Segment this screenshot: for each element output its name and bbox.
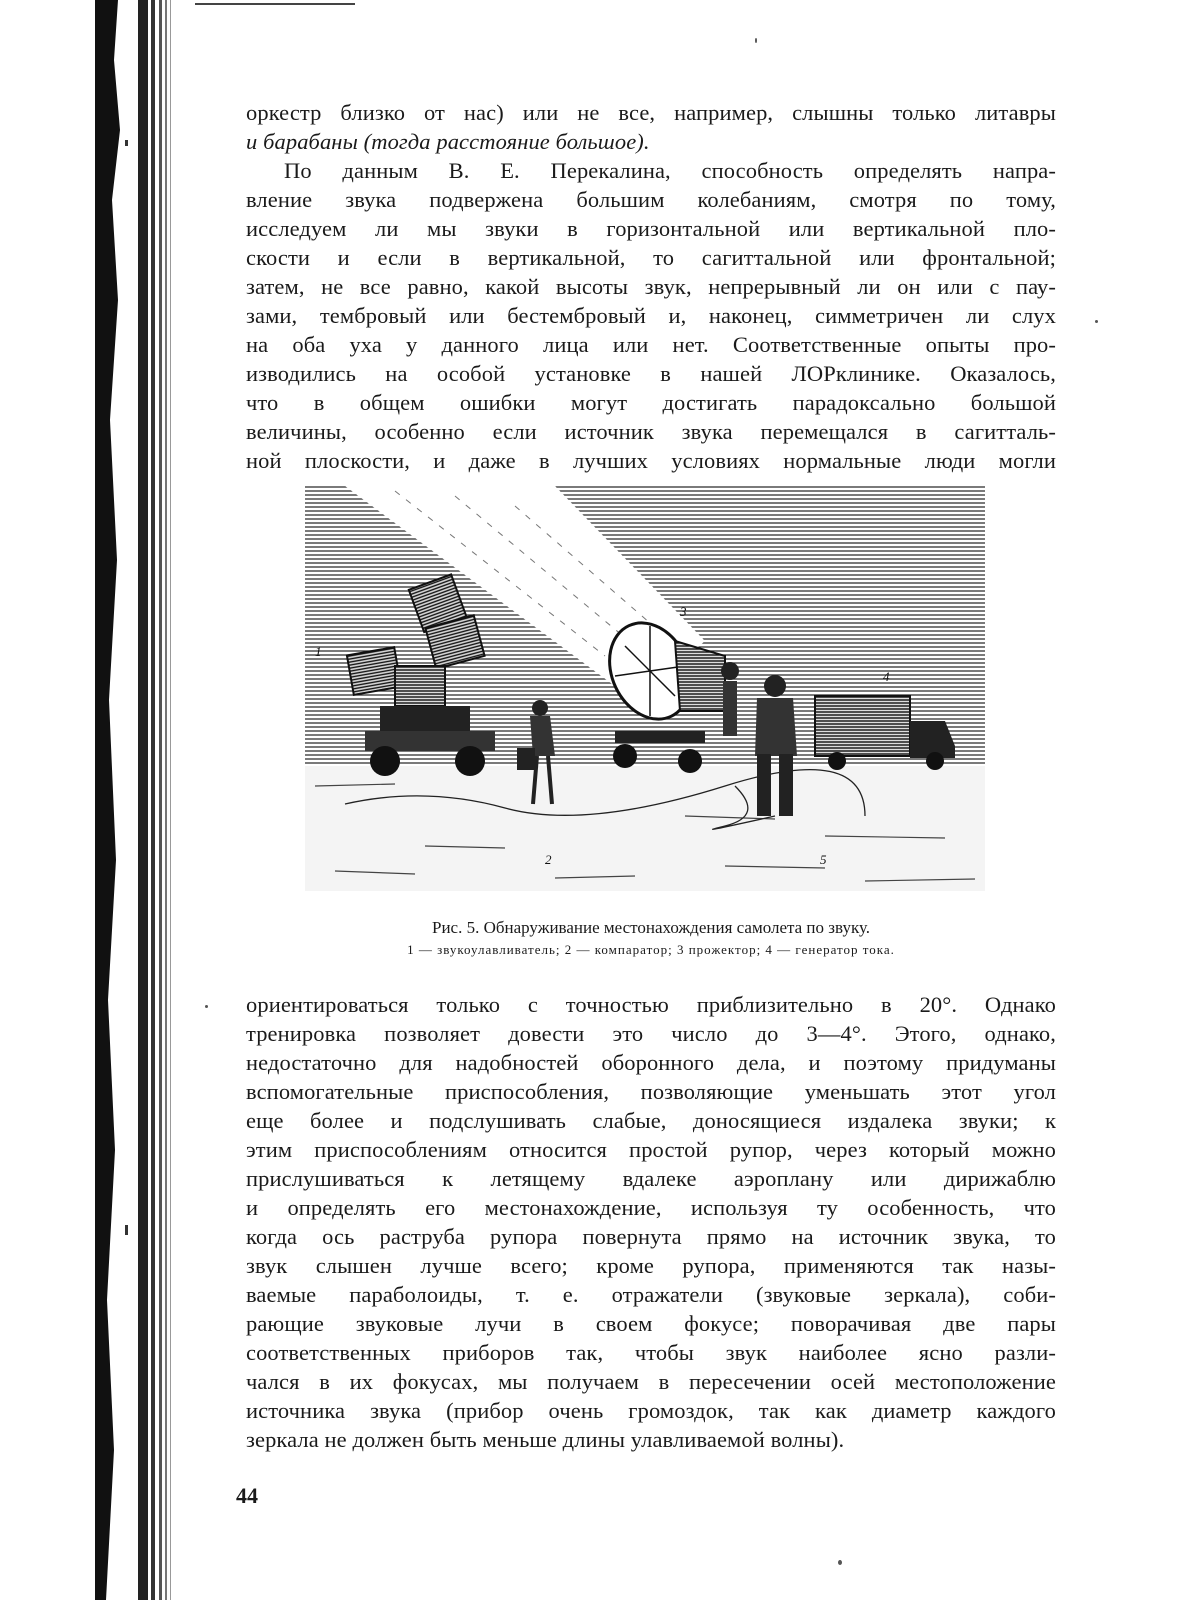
text-line: вспомогательные приспособления, позволяющие уменьшать этот угол bbox=[246, 1079, 1056, 1104]
text-line: на оба уха у данного лица или нет. Соответственные опыты про- bbox=[246, 332, 1056, 357]
scan-artifact-line bbox=[195, 3, 355, 5]
text-line: когда ось раструба рупора повернута прямо на источник звука, то bbox=[246, 1224, 1056, 1249]
figure-label: 1 bbox=[315, 644, 322, 659]
text-line: недостаточно для надобностей оборонного дела, и поэтому придуманы bbox=[246, 1050, 1056, 1075]
text-line: рающие звуковые лучи в своем фокусе; поворачивая две пары bbox=[246, 1311, 1056, 1336]
scan-speck bbox=[205, 1005, 208, 1008]
text-line: источника звука (прибор очень громоздок, так как диаметр каждого bbox=[246, 1398, 1056, 1423]
text-line: изводились на особой установке в нашей ЛОРклинике. Оказалось, bbox=[246, 361, 1056, 386]
text-line: что в общем ошибки могут достигать парадоксально большой bbox=[246, 390, 1056, 415]
text-line: исследуем ли мы звуки в горизонтальной или вертикальной пло- bbox=[246, 216, 1056, 241]
text-line: соответственных приборов так, чтобы звук наиболее ясно разли- bbox=[246, 1340, 1056, 1365]
text-paragraph-bottom bbox=[246, 990, 1056, 1454]
text-line: и определять его местонахождение, используя ту особенность, что bbox=[246, 1195, 1056, 1220]
page-number: 44 bbox=[236, 1483, 258, 1508]
text-line: этим приспособлениям относится простой рупор, через который можно bbox=[246, 1137, 1056, 1162]
text-line: вление звука подвержена большим колебаниям, смотря по тому, bbox=[246, 187, 1056, 212]
text-line: чался в их фокусах, мы получаем в пересечении осей местоположение bbox=[246, 1369, 1056, 1394]
book-binding-edge bbox=[0, 0, 175, 1600]
text-line: величины, особенно если источник звука перемещался в сагитталь- bbox=[246, 419, 1056, 444]
text-paragraph-top bbox=[246, 98, 1056, 475]
caption-title: Рис. 5. Обнаруживание местонахождения самолета по звуку. bbox=[431, 918, 871, 937]
text-line: еще более и подслушивать слабые, доносящиеся издалека звуки; к bbox=[246, 1108, 1056, 1133]
figure-label: 2 bbox=[545, 852, 552, 867]
text-line: затем, не все равно, какой высоты звук, непрерывный ли он или с пау- bbox=[246, 274, 1056, 299]
figure-label: 4 bbox=[883, 669, 890, 684]
scan-speck bbox=[838, 1560, 842, 1565]
text-line: ориентироваться только с точностью приблизительно в 20°. Однако bbox=[246, 992, 1056, 1017]
text-line: ваемые параболоиды, т. е. отражатели (звуковые зеркала), соби- bbox=[246, 1282, 1056, 1307]
figure-caption bbox=[246, 917, 1056, 961]
caption-legend: 1 — звукоулавливатель; 2 — компаратор; 3 прожектор; 4 — генератор тока. bbox=[407, 942, 895, 957]
text-line: прислушиваться к летящему вдалеке аэроплану или дирижаблю bbox=[246, 1166, 1056, 1191]
text-line: зами, тембровый или бестембровый и, наконец, симметричен ли слух bbox=[246, 303, 1056, 328]
text-line: и барабаны (тогда расстояние большое). bbox=[246, 129, 650, 154]
text-line: По данным В. Е. Перекалина, способность определять напра- bbox=[284, 158, 1056, 183]
figure-label: 3 bbox=[680, 604, 687, 619]
text-line: зеркала не должен быть меньше длины улавливаемой волны). bbox=[246, 1427, 845, 1452]
text-line: звук слышен лучше всего; кроме рупора, применяются так назы- bbox=[246, 1253, 1056, 1278]
illustration-sound-location bbox=[305, 486, 985, 891]
text-line: оркестр близко от нас) или не все, например, слышны только литавры bbox=[246, 100, 1056, 125]
scan-speck bbox=[755, 38, 757, 43]
text-line: тренировка позволяет довести это число до 3—4°. Этого, однако, bbox=[246, 1021, 1056, 1046]
scan-speck bbox=[1095, 320, 1098, 323]
text-line: скости и если в вертикальной, то сагиттальной или фронтальной; bbox=[246, 245, 1056, 270]
figure-label: 5 bbox=[820, 852, 827, 867]
ground bbox=[305, 766, 985, 891]
text-line: ной плоскости, и даже в лучших условиях нормальные люди могли bbox=[246, 448, 1056, 473]
